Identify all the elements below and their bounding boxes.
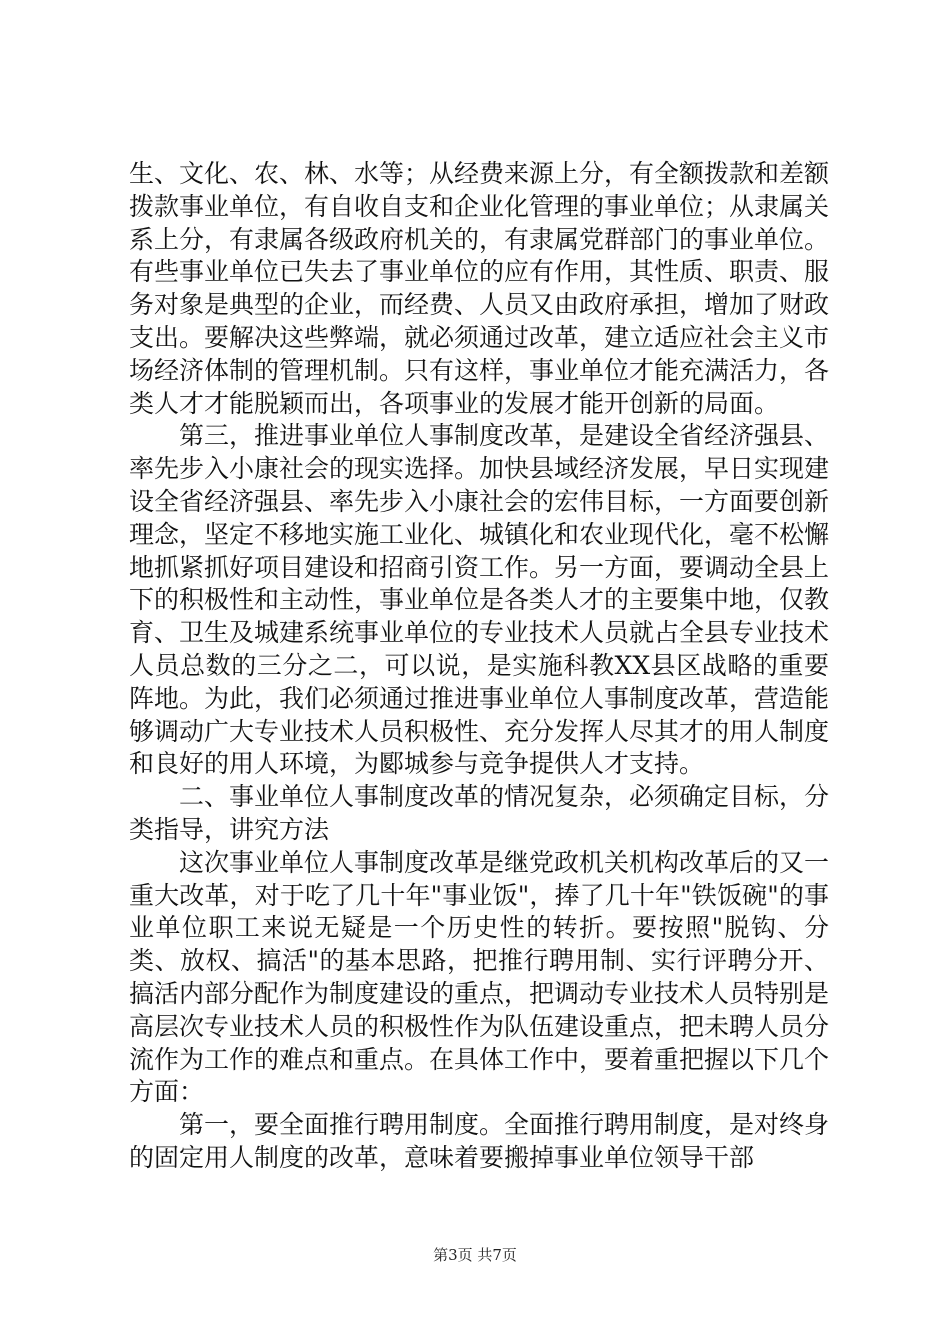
- paragraph-3: 这次事业单位人事制度改革是继党政机关机构改革后的又一重大改革，对于吃了几十年"事业饭"，捧了几十年"铁饭碗"的事业单位职工来说无疑是一个历史性的转折。要按照"脱钩、分类、放权、搞活"的基本思路，把推行聘用制、实行评聘分开、搞活内部分配作为制度建设的重点，把调动专业技术人员特别是高层次专业技术人员的积极性作为队伍建设重点，把未聘人员分流作为工作的难点和重点。在具体工作中，要着重把握以下几个方面：: [129, 847, 830, 1107]
- section-heading: 二、事业单位人事制度改革的情况复杂，必须确定目标，分类指导，讲究方法: [129, 782, 830, 844]
- paragraph-1: 生、文化、农、林、水等；从经费来源上分，有全额拨款和差额拨款事业单位，有自收自支和企业化管理的事业单位；从隶属关系上分，有隶属各级政府机关的，有隶属党群部门的事业单位。有些事业单位已失去了事业单位的应有作用，其性质、职责、服务对象是典型的企业，而经费、人员又由政府承担，增加了财政支出。要解决这些弊端，就必须通过改革，建立适应社会主义市场经济体制的管理机制。只有这样，事业单位才能充满活力，各类人才才能脱颖而出，各项事业的发展才能开创新的局面。: [129, 159, 830, 418]
- page-number-footer: 第3页 共7页: [433, 1246, 517, 1264]
- document-body: [129, 158, 829, 1175]
- paragraph-2: 第三，推进事业单位人事制度改革，是建设全省经济强县、率先步入小康社会的现实选择。加快县域经济发展，早日实现建设全省经济强县、率先步入小康社会的宏伟目标，一方面要创新理念，坚定不移地实施工业化、城镇化和农业现代化，毫不松懈地抓紧抓好项目建设和招商引资工作。另一方面，要调动全县上下的积极性和主动性，事业单位是各类人才的主要集中地，仅教育、卫生及城建系统事业单位的专业技术人员就占全县专业技术人员总数的三分之二，可以说，是实施科教XX县区战略的重要阵地。为此，我们必须通过推进事业单位人事制度改革，营造能够调动广大专业技术人员积极性、充分发挥人尽其才的用人制度和良好的用人环境，为郾城参与竞争提供人才支持。: [129, 421, 830, 779]
- paragraph-4: 第一，要全面推行聘用制度。全面推行聘用制度，是对终身的固定用人制度的改革，意味着要搬掉事业单位领导干部: [129, 1110, 830, 1172]
